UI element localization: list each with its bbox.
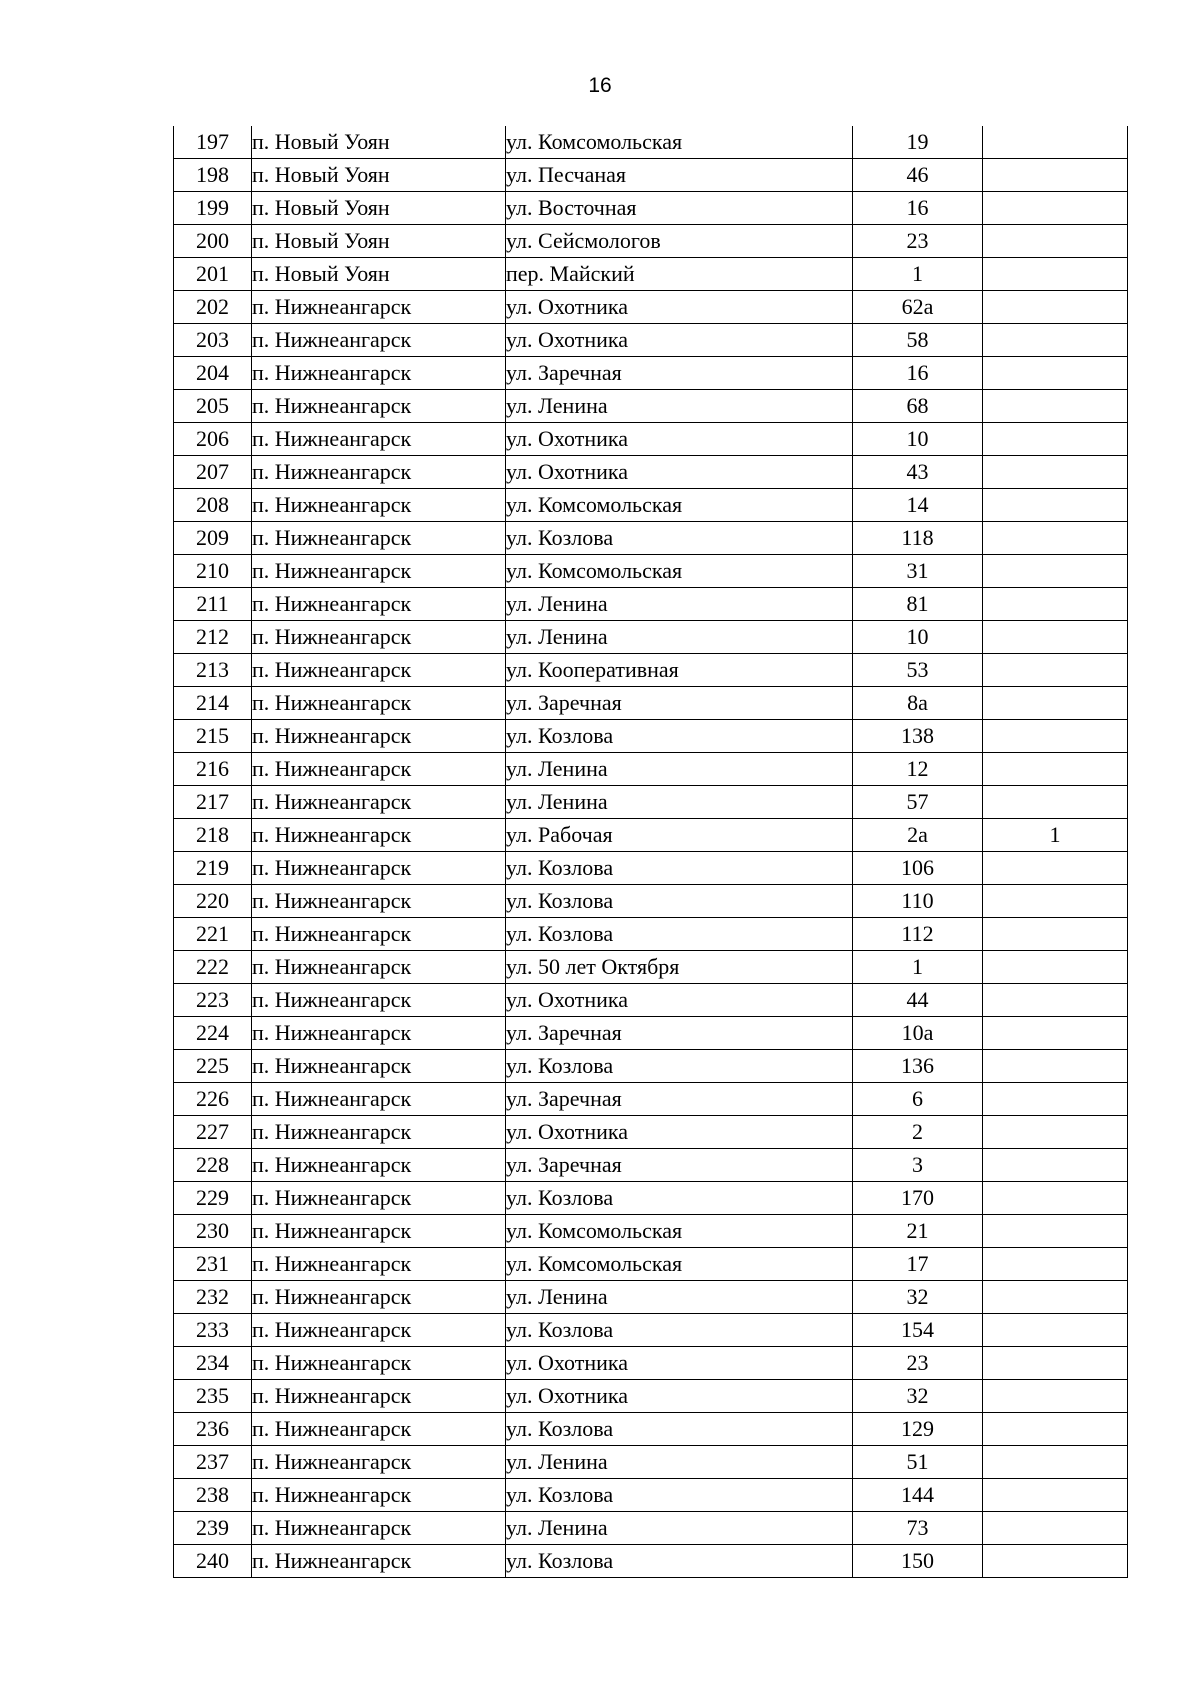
locality-cell: п. Нижнеангарск [252,588,506,621]
street-cell: ул. Козлова [506,1413,853,1446]
locality-cell: п. Нижнеангарск [252,753,506,786]
extra-cell [983,1083,1128,1116]
row-number-cell: 201 [174,258,252,291]
extra-cell [983,654,1128,687]
street-cell: ул. Охотника [506,324,853,357]
table-row [174,1512,1128,1545]
street-cell: ул. Заречная [506,1083,853,1116]
locality-cell: п. Нижнеангарск [252,357,506,390]
street-cell: ул. Ленина [506,786,853,819]
house-number-cell: 10 [853,423,983,456]
house-number-cell: 1 [853,258,983,291]
table-row [174,456,1128,489]
extra-cell [983,1545,1128,1578]
locality-cell: п. Нижнеангарск [252,423,506,456]
row-number-cell: 222 [174,951,252,984]
locality-cell: п. Новый Уоян [252,126,506,159]
street-cell: ул. Козлова [506,720,853,753]
extra-cell [983,555,1128,588]
table-row [174,720,1128,753]
table-row [174,918,1128,951]
house-number-cell: 1 [853,951,983,984]
street-cell: ул. Козлова [506,918,853,951]
row-number-cell: 211 [174,588,252,621]
extra-cell [983,1314,1128,1347]
extra-cell [983,1248,1128,1281]
locality-cell: п. Нижнеангарск [252,1479,506,1512]
house-number-cell: 129 [853,1413,983,1446]
locality-cell: п. Новый Уоян [252,159,506,192]
table-row [174,819,1128,852]
street-cell: ул. Комсомольская [506,126,853,159]
locality-cell: п. Нижнеангарск [252,1281,506,1314]
table-row [174,522,1128,555]
house-number-cell: 106 [853,852,983,885]
street-cell: ул. Комсомольская [506,555,853,588]
street-cell: ул. Козлова [506,1050,853,1083]
table-row [174,423,1128,456]
extra-cell [983,786,1128,819]
row-number-cell: 208 [174,489,252,522]
extra-cell [983,1215,1128,1248]
street-cell: ул. Охотника [506,1347,853,1380]
street-cell: ул. Козлова [506,1545,853,1578]
street-cell: ул. Восточная [506,192,853,225]
table-row [174,1083,1128,1116]
extra-cell [983,159,1128,192]
house-number-cell: 32 [853,1281,983,1314]
locality-cell: п. Нижнеангарск [252,1314,506,1347]
street-cell: ул. Охотника [506,1380,853,1413]
house-number-cell: 17 [853,1248,983,1281]
address-table [173,126,1128,1578]
house-number-cell: 46 [853,159,983,192]
extra-cell [983,1446,1128,1479]
row-number-cell: 215 [174,720,252,753]
extra-cell [983,1116,1128,1149]
row-number-cell: 202 [174,291,252,324]
locality-cell: п. Нижнеангарск [252,1017,506,1050]
extra-cell [983,489,1128,522]
table-row [174,753,1128,786]
table-row [174,786,1128,819]
extra-cell [983,588,1128,621]
table-row [174,1017,1128,1050]
locality-cell: п. Нижнеангарск [252,291,506,324]
locality-cell: п. Нижнеангарск [252,1248,506,1281]
house-number-cell: 16 [853,357,983,390]
table-row [174,390,1128,423]
row-number-cell: 237 [174,1446,252,1479]
locality-cell: п. Нижнеангарск [252,984,506,1017]
row-number-cell: 207 [174,456,252,489]
locality-cell: п. Нижнеангарск [252,1512,506,1545]
row-number-cell: 238 [174,1479,252,1512]
table-row [174,951,1128,984]
house-number-cell: 51 [853,1446,983,1479]
table-row [174,654,1128,687]
street-cell: ул. Комсомольская [506,1248,853,1281]
street-cell: ул. Заречная [506,1149,853,1182]
street-cell: ул. Охотника [506,984,853,1017]
table-row [174,159,1128,192]
street-cell: ул. Козлова [506,522,853,555]
street-cell: ул. Охотника [506,1116,853,1149]
locality-cell: п. Нижнеангарск [252,1050,506,1083]
house-number-cell: 2а [853,819,983,852]
house-number-cell: 144 [853,1479,983,1512]
extra-cell [983,1182,1128,1215]
row-number-cell: 223 [174,984,252,1017]
house-number-cell: 43 [853,456,983,489]
row-number-cell: 219 [174,852,252,885]
row-number-cell: 231 [174,1248,252,1281]
row-number-cell: 229 [174,1182,252,1215]
street-cell: ул. Заречная [506,357,853,390]
street-cell: ул. Сейсмологов [506,225,853,258]
locality-cell: п. Нижнеангарск [252,687,506,720]
extra-cell [983,687,1128,720]
table-row [174,1347,1128,1380]
row-number-cell: 220 [174,885,252,918]
house-number-cell: 19 [853,126,983,159]
locality-cell: п. Нижнеангарск [252,1083,506,1116]
locality-cell: п. Нижнеангарск [252,522,506,555]
extra-cell [983,1281,1128,1314]
extra-cell [983,1479,1128,1512]
table-row [174,1479,1128,1512]
street-cell: ул. Заречная [506,1017,853,1050]
extra-cell [983,1380,1128,1413]
extra-cell [983,1347,1128,1380]
house-number-cell: 21 [853,1215,983,1248]
row-number-cell: 214 [174,687,252,720]
extra-cell [983,885,1128,918]
street-cell: ул. Комсомольская [506,1215,853,1248]
row-number-cell: 206 [174,423,252,456]
row-number-cell: 235 [174,1380,252,1413]
house-number-cell: 170 [853,1182,983,1215]
table-row [174,1149,1128,1182]
table-row [174,1281,1128,1314]
locality-cell: п. Новый Уоян [252,258,506,291]
house-number-cell: 10а [853,1017,983,1050]
table-row [174,357,1128,390]
locality-cell: п. Нижнеангарск [252,885,506,918]
locality-cell: п. Новый Уоян [252,225,506,258]
extra-cell [983,357,1128,390]
table-row [174,588,1128,621]
extra-cell [983,192,1128,225]
house-number-cell: 8а [853,687,983,720]
row-number-cell: 230 [174,1215,252,1248]
table-row [174,1314,1128,1347]
row-number-cell: 200 [174,225,252,258]
street-cell: ул. Козлова [506,1314,853,1347]
row-number-cell: 216 [174,753,252,786]
house-number-cell: 138 [853,720,983,753]
row-number-cell: 224 [174,1017,252,1050]
table-row [174,555,1128,588]
extra-cell [983,1050,1128,1083]
street-cell: ул. Ленина [506,390,853,423]
table-row [174,1182,1128,1215]
house-number-cell: 32 [853,1380,983,1413]
street-cell: ул. Кооперативная [506,654,853,687]
street-cell: ул. Козлова [506,852,853,885]
table-row [174,687,1128,720]
house-number-cell: 136 [853,1050,983,1083]
locality-cell: п. Нижнеангарск [252,1116,506,1149]
row-number-cell: 218 [174,819,252,852]
locality-cell: п. Новый Уоян [252,192,506,225]
street-cell: ул. Ленина [506,588,853,621]
table-row [174,885,1128,918]
locality-cell: п. Нижнеангарск [252,621,506,654]
house-number-cell: 150 [853,1545,983,1578]
house-number-cell: 44 [853,984,983,1017]
house-number-cell: 73 [853,1512,983,1545]
locality-cell: п. Нижнеангарск [252,456,506,489]
house-number-cell: 81 [853,588,983,621]
street-cell: ул. Заречная [506,687,853,720]
house-number-cell: 14 [853,489,983,522]
extra-cell [983,753,1128,786]
locality-cell: п. Нижнеангарск [252,324,506,357]
street-cell: пер. Майский [506,258,853,291]
locality-cell: п. Нижнеангарск [252,786,506,819]
row-number-cell: 226 [174,1083,252,1116]
row-number-cell: 197 [174,126,252,159]
row-number-cell: 225 [174,1050,252,1083]
row-number-cell: 198 [174,159,252,192]
house-number-cell: 23 [853,225,983,258]
extra-cell [983,258,1128,291]
street-cell: ул. Козлова [506,1182,853,1215]
extra-cell [983,621,1128,654]
street-cell: ул. Ленина [506,1512,853,1545]
locality-cell: п. Нижнеангарск [252,951,506,984]
locality-cell: п. Нижнеангарск [252,1413,506,1446]
table-row [174,1413,1128,1446]
street-cell: ул. Охотника [506,291,853,324]
locality-cell: п. Нижнеангарск [252,1446,506,1479]
street-cell: ул. Ленина [506,753,853,786]
extra-cell [983,324,1128,357]
extra-cell [983,291,1128,324]
locality-cell: п. Нижнеангарск [252,1182,506,1215]
table-row [174,1050,1128,1083]
extra-cell [983,456,1128,489]
street-cell: ул. Рабочая [506,819,853,852]
extra-cell [983,720,1128,753]
street-cell: ул. Комсомольская [506,489,853,522]
row-number-cell: 204 [174,357,252,390]
extra-cell [983,423,1128,456]
locality-cell: п. Нижнеангарск [252,852,506,885]
locality-cell: п. Нижнеангарск [252,1149,506,1182]
extra-cell [983,390,1128,423]
row-number-cell: 199 [174,192,252,225]
house-number-cell: 110 [853,885,983,918]
row-number-cell: 203 [174,324,252,357]
extra-cell [983,126,1128,159]
table-row [174,1545,1128,1578]
extra-cell [983,918,1128,951]
row-number-cell: 210 [174,555,252,588]
street-cell: ул. 50 лет Октября [506,951,853,984]
page-number: 16 [588,74,612,97]
house-number-cell: 68 [853,390,983,423]
table-row [174,291,1128,324]
table-row [174,621,1128,654]
row-number-cell: 228 [174,1149,252,1182]
table-row [174,1380,1128,1413]
row-number-cell: 221 [174,918,252,951]
row-number-cell: 213 [174,654,252,687]
extra-cell: 1 [983,819,1128,852]
row-number-cell: 233 [174,1314,252,1347]
locality-cell: п. Нижнеангарск [252,555,506,588]
house-number-cell: 31 [853,555,983,588]
locality-cell: п. Нижнеангарск [252,390,506,423]
extra-cell [983,951,1128,984]
table-row [174,1446,1128,1479]
row-number-cell: 227 [174,1116,252,1149]
extra-cell [983,225,1128,258]
extra-cell [983,1017,1128,1050]
table-row [174,984,1128,1017]
row-number-cell: 217 [174,786,252,819]
row-number-cell: 240 [174,1545,252,1578]
table-row [174,126,1128,159]
house-number-cell: 23 [853,1347,983,1380]
locality-cell: п. Нижнеангарск [252,654,506,687]
table-row [174,1248,1128,1281]
locality-cell: п. Нижнеангарск [252,918,506,951]
locality-cell: п. Нижнеангарск [252,819,506,852]
house-number-cell: 53 [853,654,983,687]
table-row [174,852,1128,885]
street-cell: ул. Козлова [506,1479,853,1512]
locality-cell: п. Нижнеангарск [252,489,506,522]
row-number-cell: 212 [174,621,252,654]
locality-cell: п. Нижнеангарск [252,1380,506,1413]
extra-cell [983,1149,1128,1182]
table-row [174,258,1128,291]
house-number-cell: 12 [853,753,983,786]
street-cell: ул. Охотника [506,456,853,489]
row-number-cell: 239 [174,1512,252,1545]
street-cell: ул. Ленина [506,621,853,654]
extra-cell [983,522,1128,555]
house-number-cell: 2 [853,1116,983,1149]
table-row [174,1215,1128,1248]
row-number-cell: 205 [174,390,252,423]
house-number-cell: 112 [853,918,983,951]
address-table-body [174,126,1128,1578]
table-row [174,489,1128,522]
street-cell: ул. Песчаная [506,159,853,192]
row-number-cell: 236 [174,1413,252,1446]
row-number-cell: 232 [174,1281,252,1314]
house-number-cell: 6 [853,1083,983,1116]
locality-cell: п. Нижнеангарск [252,1215,506,1248]
locality-cell: п. Нижнеангарск [252,1347,506,1380]
house-number-cell: 3 [853,1149,983,1182]
house-number-cell: 16 [853,192,983,225]
extra-cell [983,984,1128,1017]
street-cell: ул. Козлова [506,885,853,918]
table-row [174,225,1128,258]
house-number-cell: 118 [853,522,983,555]
extra-cell [983,852,1128,885]
extra-cell [983,1512,1128,1545]
extra-cell [983,1413,1128,1446]
house-number-cell: 154 [853,1314,983,1347]
street-cell: ул. Ленина [506,1446,853,1479]
row-number-cell: 234 [174,1347,252,1380]
house-number-cell: 58 [853,324,983,357]
locality-cell: п. Нижнеангарск [252,720,506,753]
table-row [174,192,1128,225]
row-number-cell: 209 [174,522,252,555]
house-number-cell: 62а [853,291,983,324]
house-number-cell: 10 [853,621,983,654]
house-number-cell: 57 [853,786,983,819]
locality-cell: п. Нижнеангарск [252,1545,506,1578]
street-cell: ул. Охотника [506,423,853,456]
street-cell: ул. Ленина [506,1281,853,1314]
table-row [174,1116,1128,1149]
table-row [174,324,1128,357]
